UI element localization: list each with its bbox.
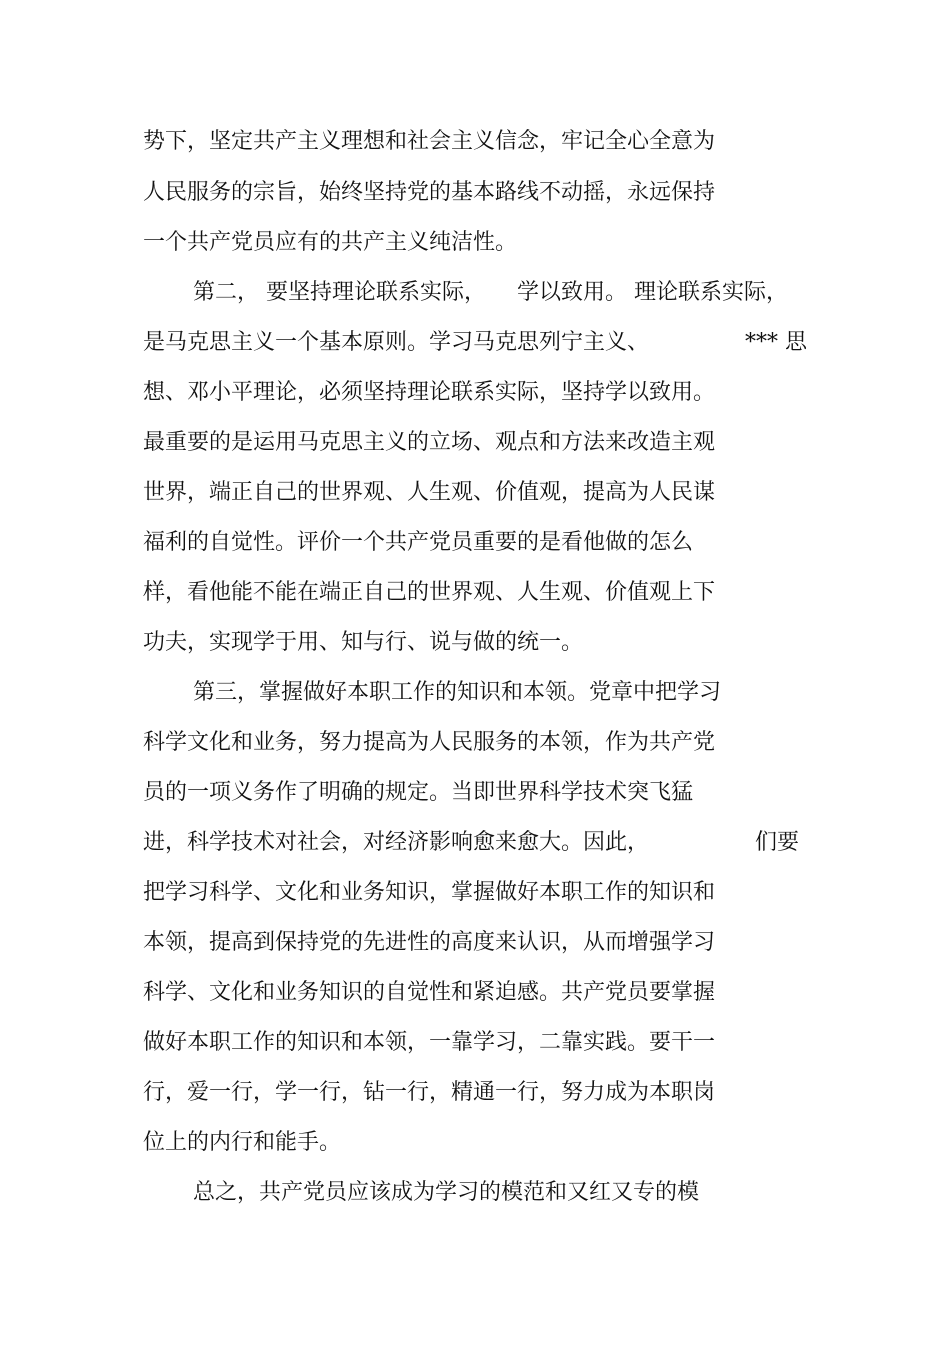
text-line: 学以致用。 理论联系实际， xyxy=(517,280,788,305)
text-line: 总之，共产党员应该成为学习的模范和又红又专的模 xyxy=(193,1180,700,1205)
text-line: 科学、文化和业务知识的自觉性和紧迫感。共产党员要掌握 xyxy=(143,980,716,1005)
text-line: 人民服务的宗旨，始终坚持党的基本路线不动摇，永远保持 xyxy=(143,180,716,205)
text-line: 功夫，实现学于用、知与行、说与做的统一。 xyxy=(143,630,584,655)
text-line: 员的一项义务作了明确的规定。当即世界科学技术突飞猛 xyxy=(143,780,694,805)
text-line: 本领，提高到保持党的先进性的高度来认识，从而增强学习 xyxy=(143,930,716,955)
text-line: 一个共产党员应有的共产主义纯洁性。 xyxy=(143,230,518,255)
text-line: 第三，掌握做好本职工作的知识和本领。党章中把学习 xyxy=(193,680,722,705)
text-line: 科学文化和业务，努力提高为人民服务的本领，作为共产党 xyxy=(143,730,716,755)
text-line: 们要 xyxy=(755,830,800,855)
text-line: 第二， 要坚持理论联系实际， xyxy=(193,280,486,305)
text-line: 想、邓小平理论，必须坚持理论联系实际，坚持学以致用。 xyxy=(143,380,716,405)
text-line: 势下，坚定共产主义理想和社会主义信念，牢记全心全意为 xyxy=(143,129,716,154)
text-line: 行，爱一行，学一行，钻一行，精通一行，努力成为本职岗 xyxy=(143,1080,716,1105)
text-line: 世界，端正自己的世界观、人生观、价值观，提高为人民谋 xyxy=(143,480,716,505)
text-line: *** 思 xyxy=(745,330,807,355)
text-line: 最重要的是运用马克思主义的立场、观点和方法来改造主观 xyxy=(143,430,716,455)
text-line: 是马克思主义一个基本原则。学习马克思列宁主义、 xyxy=(143,330,650,355)
text-line: 把学习科学、文化和业务知识，掌握做好本职工作的知识和 xyxy=(143,880,716,905)
text-line: 做好本职工作的知识和本领，一靠学习，二靠实践。要干一 xyxy=(143,1030,716,1055)
text-line: 位上的内行和能手。 xyxy=(143,1130,342,1155)
text-line: 福利的自觉性。评价一个共产党员重要的是看他做的怎么 xyxy=(143,530,694,555)
text-line: 样，看他能不能在端正自己的世界观、人生观、价值观上下 xyxy=(143,580,716,605)
text-line: 进，科学技术对社会，对经济影响愈来愈大。因此， xyxy=(143,830,650,855)
